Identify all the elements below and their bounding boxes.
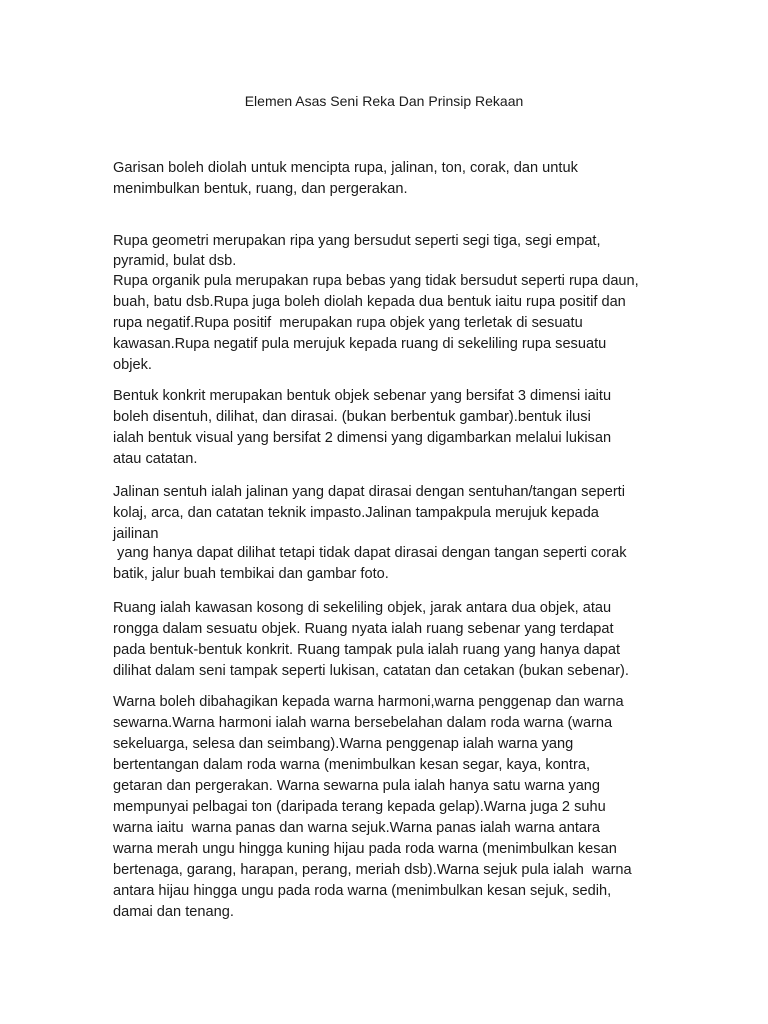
- document-title: Elemen Asas Seni Reka Dan Prinsip Rekaan: [244, 93, 524, 109]
- text-line: rongga dalam sesuatu objek. Ruang nyata ialah ruang sebenar yang terdapat: [113, 621, 614, 637]
- text-line: bertenaga, garang, harapan, perang, meriah dsb).Warna sejuk pula ialah warna: [113, 862, 632, 878]
- text-line: warna iaitu warna panas dan warna sejuk.Warna panas ialah warna antara: [113, 820, 601, 836]
- text-line: menimbulkan bentuk, ruang, dan pergerakan.: [113, 181, 408, 197]
- text-line: Bentuk konkrit merupakan bentuk objek sebenar yang bersifat 3 dimensi iaitu: [113, 388, 612, 404]
- text-line: pada bentuk-bentuk konkrit. Ruang tampak pula ialah ruang yang hanya dapat: [113, 642, 621, 658]
- text-line: buah, batu dsb.Rupa juga boleh diolah kepada dua bentuk iaitu rupa positif dan: [113, 294, 626, 310]
- text-line: ialah bentuk visual yang bersifat 2 dimensi yang digambarkan melalui lukisan: [113, 430, 612, 446]
- text-line: warna merah ungu hingga kuning hijau pada roda warna (menimbulkan kesan: [113, 841, 617, 857]
- text-line: Warna boleh dibahagikan kepada warna harmoni,warna penggenap dan warna: [113, 694, 624, 710]
- text-line: boleh disentuh, dilihat, dan dirasai. (bukan berbentuk gambar).bentuk ilusi: [113, 409, 591, 425]
- text-line: yang hanya dapat dilihat tetapi tidak dapat dirasai dengan tangan seperti corak: [113, 545, 627, 561]
- text-line: rupa negatif.Rupa positif merupakan rupa objek yang terletak di sesuatu: [113, 315, 583, 331]
- text-line: sewarna.Warna harmoni ialah warna bersebelahan dalam roda warna (warna: [113, 715, 613, 731]
- text-line: Jalinan sentuh ialah jalinan yang dapat dirasai dengan sentuhan/tangan seperti: [113, 484, 625, 500]
- text-line: damai dan tenang.: [113, 904, 234, 920]
- text-line: kolaj, arca, dan catatan teknik impasto.Jalinan tampakpula merujuk kepada: [113, 505, 599, 521]
- text-line: pyramid, bulat dsb.: [113, 253, 237, 269]
- text-line: dilihat dalam seni tampak seperti lukisan, catatan dan cetakan (bukan sebenar).: [113, 663, 629, 679]
- text-line: getaran dan pergerakan. Warna sewarna pula ialah hanya satu warna yang: [113, 778, 601, 794]
- text-line: atau catatan.: [113, 451, 198, 467]
- text-line: sekeluarga, selesa dan seimbang).Warna penggenap ialah warna yang: [113, 736, 574, 752]
- text-line: jailinan: [113, 526, 159, 542]
- text-line: Rupa organik pula merupakan rupa bebas yang tidak bersudut seperti rupa daun,: [113, 273, 639, 289]
- text-line: antara hijau hingga ungu pada roda warna (menimbulkan kesan sejuk, sedih,: [113, 883, 612, 899]
- text-line: Ruang ialah kawasan kosong di sekeliling objek, jarak antara dua objek, atau: [113, 600, 612, 616]
- text-line: objek.: [113, 357, 152, 373]
- text-line: kawasan.Rupa negatif pula merujuk kepada ruang di sekeliling rupa sesuatu: [113, 336, 607, 352]
- text-line: mempunyai pelbagai ton (daripada terang kepada gelap).Warna juga 2 suhu: [113, 799, 606, 815]
- text-line: Rupa geometri merupakan ripa yang bersudut seperti segi tiga, segi empat,: [113, 233, 601, 249]
- text-line: Garisan boleh diolah untuk mencipta rupa, jalinan, ton, corak, dan untuk: [113, 160, 578, 176]
- text-line: bertentangan dalam roda warna (menimbulkan kesan segar, kaya, kontra,: [113, 757, 591, 773]
- text-line: batik, jalur buah tembikai dan gambar foto.: [113, 566, 389, 582]
